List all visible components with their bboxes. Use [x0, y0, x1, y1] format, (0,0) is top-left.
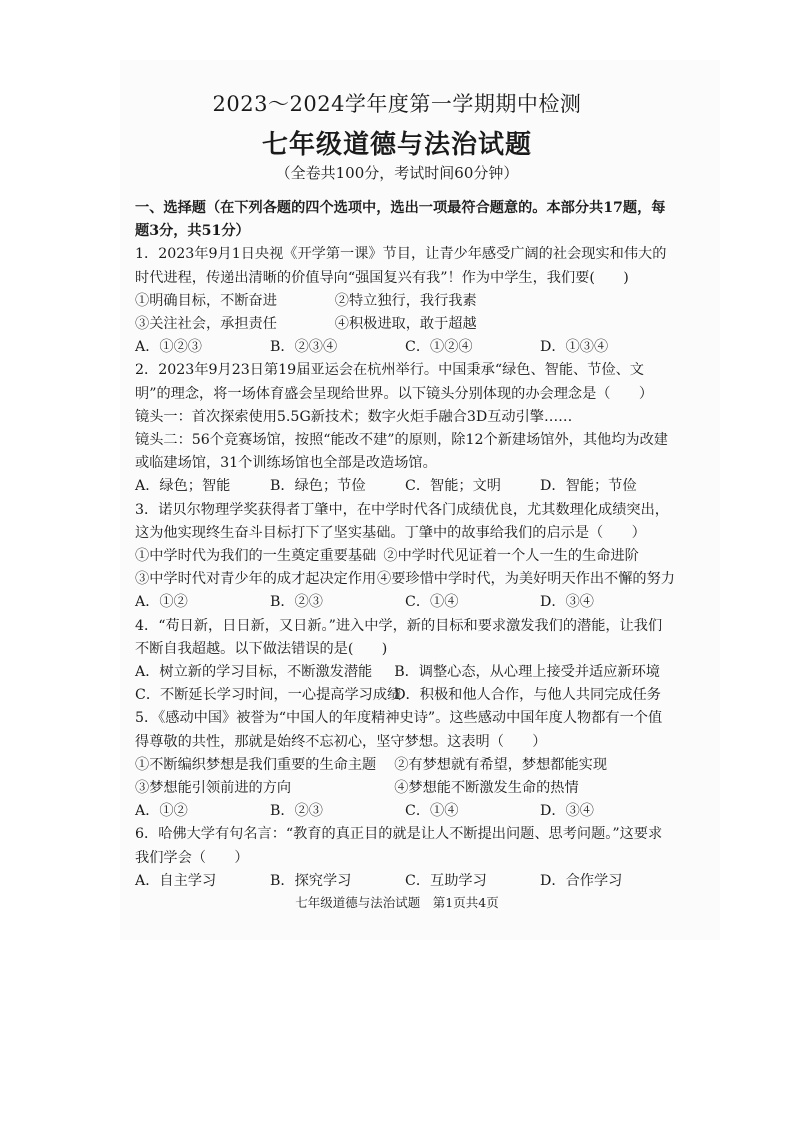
- question-3-statements-row2: [135, 568, 675, 591]
- option-a: A．绿色；智能: [135, 478, 231, 495]
- option-c: C．①④: [405, 803, 459, 820]
- option-a: A．树立新的学习目标，不断激发潜能: [135, 663, 373, 680]
- option-c: C．①②④: [405, 339, 473, 356]
- statement: ①中学时代为我们的一生奠定重要基础: [135, 547, 377, 564]
- statement: ②有梦想就有希望，梦想都能实现: [394, 756, 608, 773]
- statement: ③中学时代对青少年的成才起决定作用: [135, 571, 377, 588]
- option-d: D．③④: [540, 803, 594, 820]
- option-b: B．探究学习: [270, 872, 352, 889]
- question-1-statements-row1: [135, 290, 675, 313]
- option-b: B．绿色；节俭: [270, 478, 366, 495]
- question-2-shot-2: 镜头二：56个竞赛场馆，按照“能改不建”的原则，除12个新建场馆外，其他均为改建或临建场馆，31个训练场馆也全部是改造场馆。: [135, 431, 668, 472]
- exam-info: （全卷共100分，考试时间60分钟）: [275, 164, 519, 182]
- question-4-options-row1: [135, 661, 675, 684]
- option-c: C．不断延长学习时间，一心提高学习成绩: [135, 687, 402, 704]
- option-d: D．③④: [540, 594, 594, 611]
- question-2-stem: 2．2023年9月23日第19届亚运会在杭州举行。中国秉承“绿色、智能、节俭、文明”的理念，将一场体育盛会呈现给世界。以下镜头分别体现的办会理念是（ ）: [135, 362, 654, 402]
- option-b: B．调整心态，从心理上接受并适应新环境: [394, 663, 660, 680]
- question-3-options: [135, 591, 675, 614]
- option-a: A．①②: [135, 803, 188, 820]
- option-a: A．①②③: [135, 339, 202, 356]
- question-4-stem: 4．“苟日新，日日新，又日新。”进入中学，新的目标和要求激发我们的潜能，让我们不断自我超越。以下做法错误的是( ): [135, 617, 663, 657]
- statement: ④梦想能不断激发生命的热情: [394, 779, 579, 796]
- statement: ④积极进取，敢于超越: [334, 316, 477, 332]
- option-c: C．互助学习: [405, 872, 487, 889]
- statement: ②中学时代见证着一个人一生的生命进阶: [383, 547, 639, 564]
- question-6-options: [135, 870, 675, 893]
- option-b: B．②③: [270, 803, 323, 820]
- question-4-options-row2: [135, 684, 675, 707]
- option-d: D．合作学习: [540, 872, 623, 889]
- option-d: D．智能；节俭: [540, 478, 637, 495]
- statement: ①明确目标，不断奋进: [135, 292, 277, 309]
- question-5-statements-row2: [135, 777, 675, 800]
- option-d: D．①③④: [540, 339, 609, 356]
- question-5-options: [135, 800, 675, 823]
- page-footer: 七年级道德与法治试题 第1页共4页: [295, 895, 499, 910]
- question-5-stem: 5．《感动中国》被誉为“中国人的年度精神史诗”。这些感动中国年度人物都有一个值得尊敬的共性，那就是始终不忘初心，坚守梦想。这表明（ ）: [135, 710, 663, 750]
- question-2-shot-1: 镜头一：首次探索使用5.5G新技术；数字火炬手融合3D互动引擎……: [135, 408, 573, 425]
- question-1-options: [135, 336, 675, 359]
- question-6-stem: 6．哈佛大学有句名言：“教育的真正目的就是让人不断提出问题、思考问题。”这要求我们学会（ ）: [135, 826, 663, 866]
- option-c: C．①④: [405, 594, 459, 611]
- option-a: A．①②: [135, 594, 188, 611]
- statement: ③梦想能引领前进的方向: [135, 779, 292, 796]
- option-b: B．②③: [270, 594, 323, 611]
- statement: ①不断编织梦想是我们重要的生命主题: [135, 756, 377, 773]
- question-3-stem: 3．诺贝尔物理学奖获得者丁肇中，在中学时代各门成绩优良，尤其数理化成绩突出，这为他实现终生奋斗目标打下了坚实基础。丁肇中的故事给我们的启示是（ ）: [135, 501, 669, 541]
- question-1-stem: 1．2023年9月1日央视《开学第一课》节目，让青少年感受广阔的社会现实和伟大的时代进程，传递出清晰的价值导向“强国复兴有我”！作为中学生，我们要( ): [135, 246, 667, 286]
- exam-title: 2023～2024学年度第一学期期中检测: [212, 92, 582, 116]
- question-3-statements-row1: [135, 545, 675, 568]
- section-heading: 一、选择题（在下列各题的四个选项中，选出一项最符合题意的。本部分共17题，每题3分，共51分）: [135, 200, 666, 240]
- question-2-options: [135, 475, 675, 498]
- question-5-statements-row1: [135, 754, 675, 777]
- question-body: [135, 197, 675, 893]
- statement: ③关注社会，承担责任: [135, 316, 277, 332]
- statement: ②特立独行，我行我素: [334, 292, 477, 309]
- option-a: A．自主学习: [135, 872, 217, 889]
- question-1-statements-row2: [135, 313, 675, 336]
- statement: ④要珍惜中学时代，为美好明天作出不懈的努力: [377, 571, 675, 588]
- option-b: B．②③④: [270, 339, 338, 356]
- subject-title: 七年级道德与法治试题: [261, 130, 532, 160]
- option-c: C．智能；文明: [405, 478, 501, 495]
- option-d: D．积极和他人合作，与他人共同完成任务: [394, 687, 661, 704]
